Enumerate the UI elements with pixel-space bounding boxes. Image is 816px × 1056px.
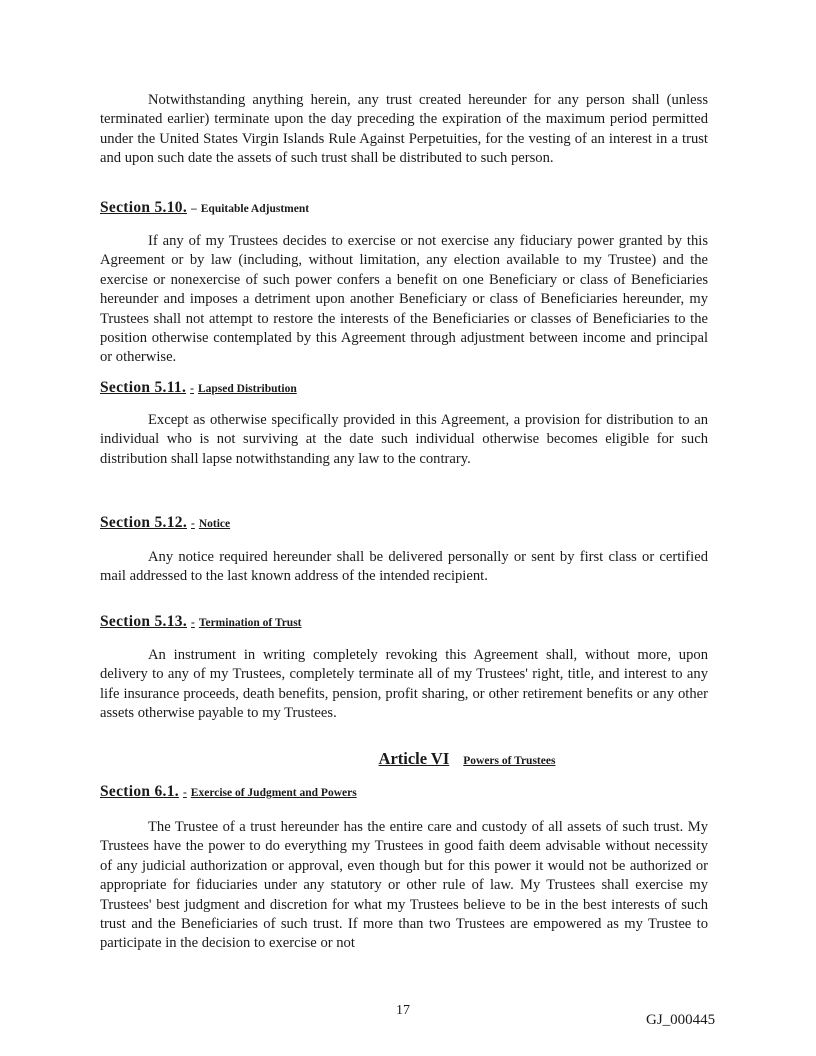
section-number: Section 5.13. xyxy=(100,613,187,630)
section-6-1-heading xyxy=(100,783,357,801)
section-5-11-heading xyxy=(100,379,297,397)
bates-number: GJ_000445 xyxy=(646,1012,716,1028)
section-title: Lapsed Distribution xyxy=(197,383,297,395)
intro-text: Notwithstanding anything herein, any trust created hereunder for any person shall (unless terminated earlier) terminate upon the day preceding the expiration of the maximum period permitted under the United States Virgin Islands Rule Against Perpetuities, for the vesting of an interest in a trust and upon such date the assets of such trust shall be distributed to such person. xyxy=(100,92,708,167)
section-number: Section 5.11. xyxy=(100,379,187,396)
section-title: Notice xyxy=(198,518,231,530)
section-5-13-body xyxy=(100,646,708,724)
section-number: Section 6.1. xyxy=(100,783,179,800)
section-body: Except as otherwise specifically provided in this Agreement, a provision for distribution to an individual who is not surviving at the date such individual otherwise becomes eligible for such distribution shall lapse notwithstanding any law to the contrary. xyxy=(100,412,708,467)
article-number: Article VI xyxy=(378,749,450,768)
section-5-13-heading xyxy=(100,613,302,631)
section-number: Section 5.10. xyxy=(100,199,187,216)
section-separator: - xyxy=(191,617,195,629)
section-body: If any of my Trustees decides to exercise or not exercise any fiduciary power granted by this Agreement or by law (including, without limitation, any election available to my Trustee) and the exercise or nonexercise of such power confers a benefit on one Beneficiary or class of Beneficiaries hereunder and imposes a detriment upon another Beneficiary or class of Beneficiaries hereunder, my Trustees shall not attempt to restore the interests of the Beneficiaries or classes of Beneficiaries to the position otherwise contemplated by this Agreement through adjustment between income and principal or otherwise. xyxy=(100,233,708,366)
section-title: Equitable Adjustment xyxy=(200,203,310,215)
section-5-12-body xyxy=(100,548,708,587)
section-separator: - xyxy=(190,383,194,395)
intro-paragraph xyxy=(100,91,708,169)
section-separator: - xyxy=(191,518,195,530)
section-6-1-body xyxy=(100,818,708,954)
section-body: An instrument in writing completely revoking this Agreement shall, without more, upon delivery to any of my Trustees, completely terminate all of my Trustees' right, title, and interest to any life insurance proceeds, death benefits, pension, profit sharing, or other retirement benefits or any other assets otherwise payable to my Trustees. xyxy=(100,647,708,722)
section-5-12-heading xyxy=(100,514,230,532)
section-5-10-body xyxy=(100,232,708,368)
section-5-10-heading xyxy=(100,199,309,217)
page-number: 17 xyxy=(396,1003,410,1018)
section-title: Exercise of Judgment and Powers xyxy=(190,787,357,799)
section-body: Any notice required hereunder shall be delivered personally or sent by first class or certified mail addressed to the last known address of the intended recipient. xyxy=(100,549,708,585)
section-title: Termination of Trust xyxy=(198,617,302,629)
section-separator: - xyxy=(182,787,187,799)
article-heading xyxy=(0,749,816,769)
section-separator: – xyxy=(191,203,197,215)
section-body: The Trustee of a trust hereunder has the entire care and custody of all assets of such trust. My Trustees have the power to do everything my Trustees in good faith deem advisable without necessity of any judicial authorization or approval, even though but for this power it would not be authorized or appropriate for fiduciaries under any statutory or other rule of law. My Trustees shall exercise my Trustees' best judgment and discretion for what my Trustees believe to be in the best interests of such trust and the Beneficiaries of such trust. If more than two Trustees are empowered as my Trustee to participate in the decision to exercise or not xyxy=(100,819,708,952)
section-number: Section 5.12. xyxy=(100,514,187,531)
article-title: Powers of Trustees xyxy=(463,755,556,767)
section-5-11-body xyxy=(100,411,708,469)
